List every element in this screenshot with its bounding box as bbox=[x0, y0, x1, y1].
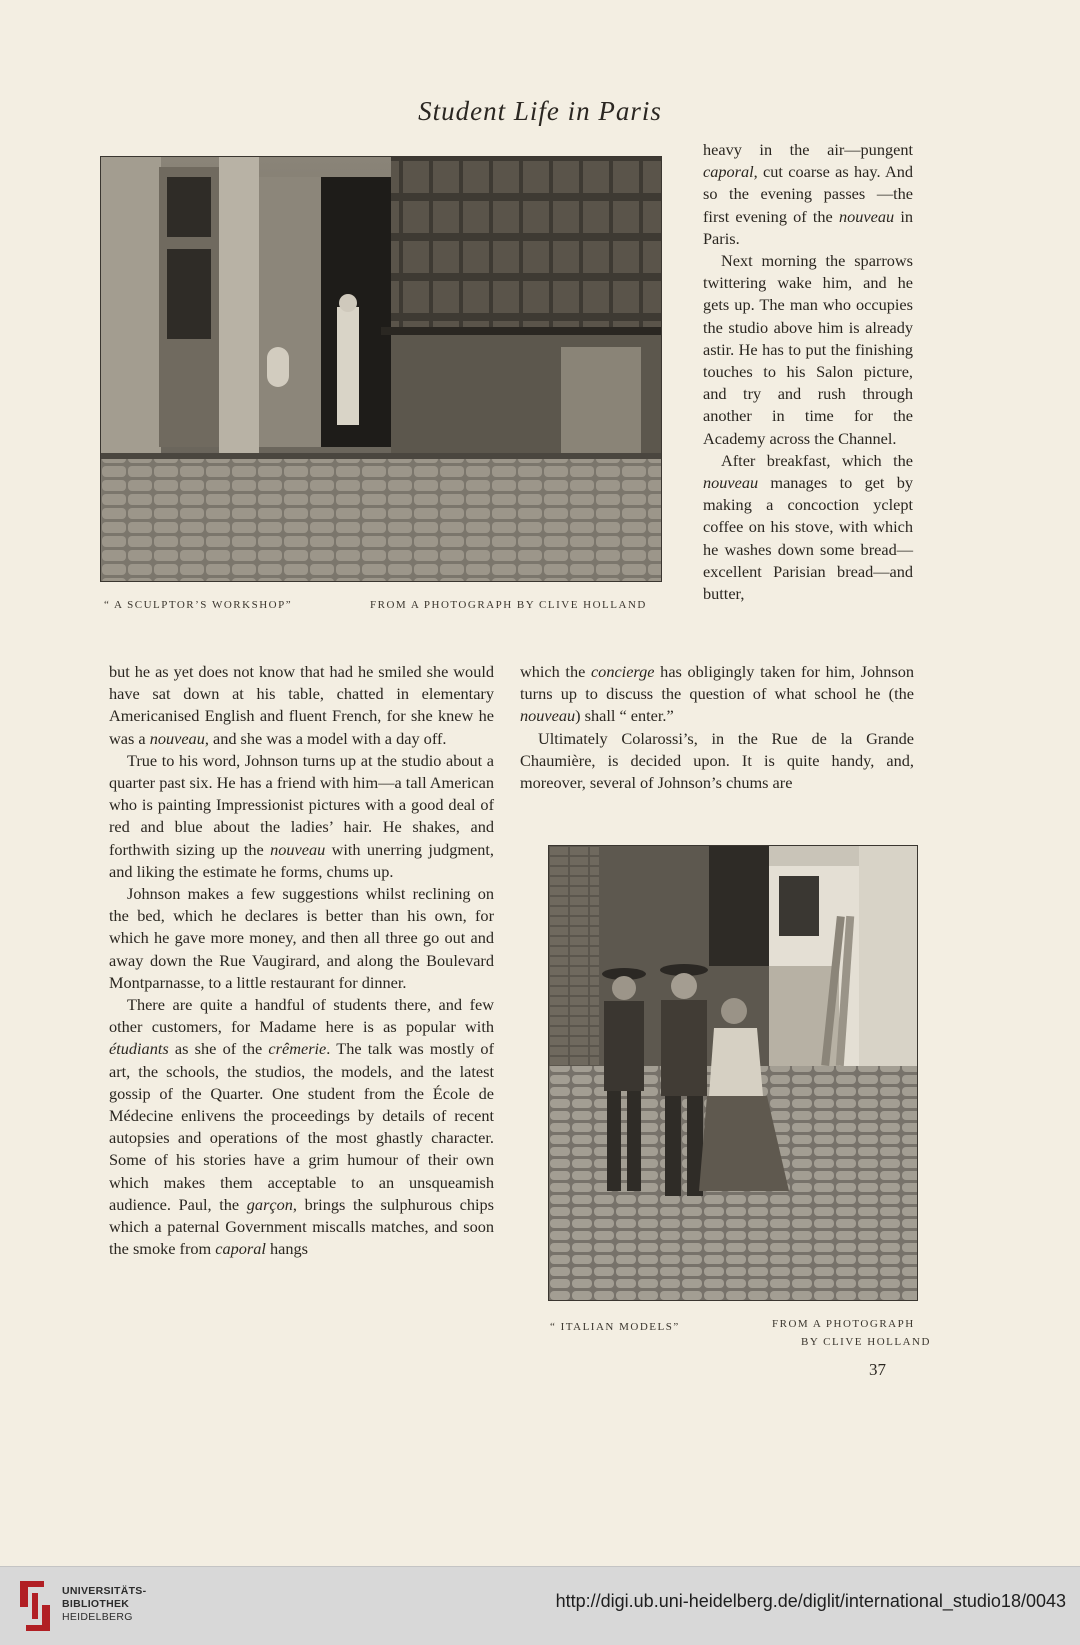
text-run: ) shall “ enter.” bbox=[575, 706, 674, 726]
right-mid-column bbox=[520, 661, 914, 794]
text-run: , brings the sulphurous chips which a paternal Government miscalls matches, and soon the smoke from bbox=[109, 1194, 494, 1259]
italic-term: garçon bbox=[246, 1194, 293, 1214]
italic-term: caporal bbox=[703, 162, 754, 182]
figure2-title: “ ITALIAN MODELS” bbox=[550, 1321, 680, 1333]
paragraph bbox=[109, 883, 494, 994]
footer-bar bbox=[0, 1566, 1080, 1645]
library-logo-text bbox=[62, 1585, 146, 1624]
italic-term: étudiants bbox=[109, 1039, 169, 1059]
italic-term: nouveau bbox=[520, 706, 576, 726]
paragraph bbox=[703, 450, 913, 605]
text-run: with unerring judgment, and liking the estimate he forms, chums up. bbox=[109, 839, 494, 881]
paragraph bbox=[520, 661, 914, 728]
text-run: heavy in the air—pungent bbox=[703, 140, 913, 159]
italic-term: nouveau bbox=[149, 728, 205, 748]
text-run: After breakfast, which the bbox=[721, 450, 913, 470]
text-run: which the bbox=[520, 662, 591, 681]
paragraph bbox=[109, 661, 494, 750]
paragraph bbox=[703, 250, 913, 450]
text-run: Ultimately Colarossi’s, in the Rue de la Grande Chaumière, is decided upon. It is quite handy, and, moreover, several of Johnson’s chums are bbox=[520, 728, 914, 793]
logo-line3: HEIDELBERG bbox=[62, 1611, 133, 1623]
right-top-column bbox=[703, 139, 913, 605]
sculptor-workshop-photo bbox=[100, 156, 662, 582]
left-column bbox=[109, 661, 494, 1260]
paragraph bbox=[109, 994, 494, 1260]
italic-term: crêmerie bbox=[268, 1039, 327, 1059]
logo-line1: UNIVERSITÄTS- bbox=[62, 1585, 147, 1597]
logo-line2: BIBLIOTHEK bbox=[62, 1598, 130, 1610]
italic-term: caporal bbox=[215, 1239, 266, 1259]
paragraph bbox=[703, 139, 913, 250]
sculptor-workshop-illustration bbox=[101, 157, 661, 581]
italic-term: nouveau bbox=[270, 839, 326, 859]
text-run: manages to get by making a concoction yclept coffee on his stove, with which he washes down some bread—excellent Parisian bread—and butter, bbox=[703, 473, 913, 604]
figure1-title: “ A SCULPTOR’S WORKSHOP” bbox=[104, 599, 293, 611]
text-run: hangs bbox=[265, 1239, 308, 1259]
figure2-credit-line1: FROM A PHOTOGRAPH bbox=[772, 1318, 915, 1330]
figure2-credit-line2: BY CLIVE HOLLAND bbox=[801, 1336, 931, 1348]
italic-term: nouveau bbox=[838, 206, 895, 226]
text-run: in Paris. bbox=[703, 206, 913, 248]
text-run: as she of the bbox=[168, 1039, 269, 1059]
text-run: , and she was a model with a day off. bbox=[204, 728, 447, 748]
paragraph bbox=[520, 728, 914, 795]
text-run: , cut coarse as hay. And so the evening passes —the first evening of the bbox=[703, 162, 913, 226]
figure1-credit: FROM A PHOTOGRAPH BY CLIVE HOLLAND bbox=[370, 599, 647, 611]
italian-models-illustration bbox=[549, 846, 917, 1300]
running-head: Student Life in Paris bbox=[418, 96, 662, 126]
italian-models-photo bbox=[548, 845, 918, 1301]
italic-term: concierge bbox=[590, 662, 655, 681]
italic-term: nouveau bbox=[703, 473, 759, 493]
source-url-link[interactable]: http://digi.ub.uni-heidelberg.de/diglit/international_studio18/0043 bbox=[555, 1591, 1066, 1611]
library-logo-icon bbox=[14, 1577, 56, 1635]
paragraph bbox=[109, 750, 494, 883]
text-run: There are quite a handful of students there, and few other customers, for Madame here is as popular with bbox=[109, 995, 494, 1037]
text-run: True to his word, Johnson turns up at the studio about a quarter past six. He has a friend with him—a tall American who is painting Impressionist pictures with a good deal of red and blue about the ladies’ hair. He shakes, and forthwith sizing up the bbox=[109, 750, 494, 859]
text-run: . The talk was mostly of art, the schools, the studios, the models, and the latest gossip of the Quarter. One student from the École de Médecine enlivens the proceedings by details of recent autopsies and operations of the most ghastly character. Some of his stories have a grim humour of their own which makes them acceptable to an unsqueamish audience. Paul, the bbox=[109, 1039, 494, 1214]
text-run: Johnson makes a few suggestions whilst reclining on the bed, which he declares is better than his own, for which he gave more money, and then all three go out and away down the Rue Vaugirard, and along the Boulevard Montparnasse, to a little restaurant for dinner. bbox=[109, 884, 494, 992]
page-number: 37 bbox=[869, 1360, 886, 1379]
text-run: but he as yet does not know that had he smiled she would have sat down at his table, chatted in elementary Americanised English and fluent French, for she knew he was a bbox=[109, 662, 494, 748]
text-run: has obligingly taken for him, Johnson turns up to discuss the question of what school he (the bbox=[520, 662, 914, 704]
text-run: Next morning the sparrows twittering wake him, and he gets up. The man who occupies the studio above him is already astir. He has to put the finishing touches to his Salon picture, and try and rush through another in time for the Academy across the Channel. bbox=[703, 251, 913, 448]
